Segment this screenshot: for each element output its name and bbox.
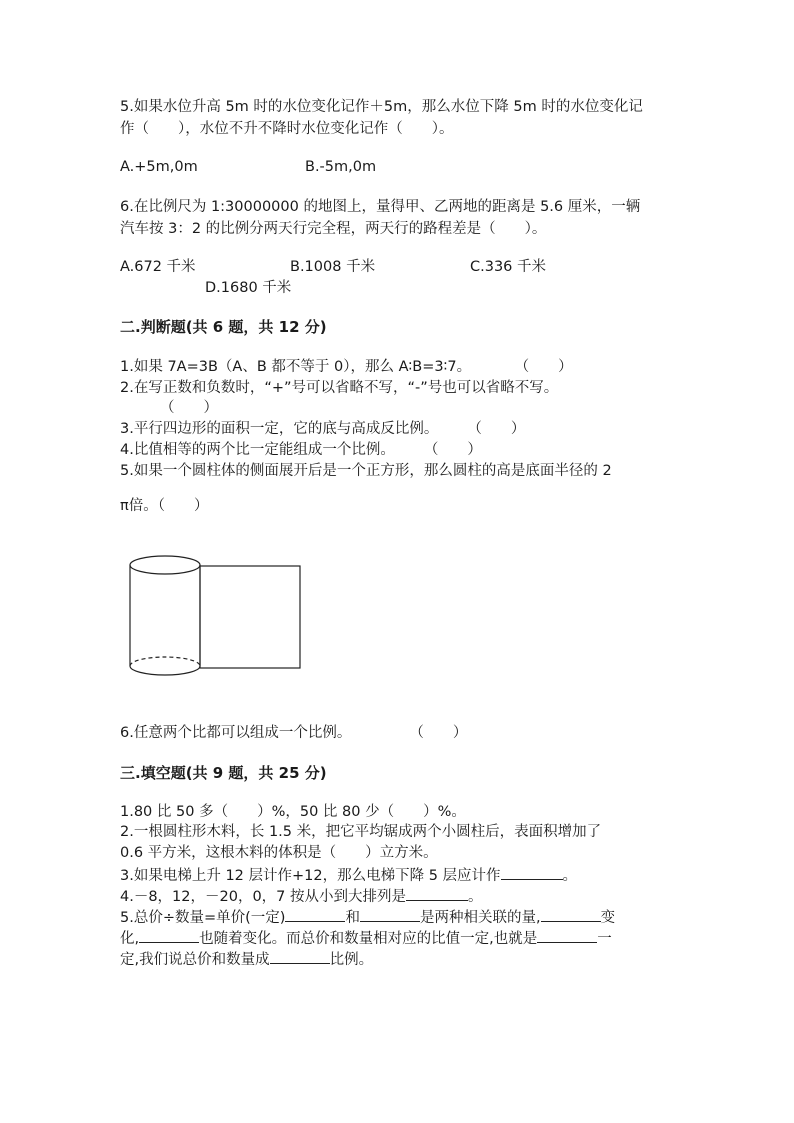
fill-q3-text: 3.如果电梯上升 12 层计作+12，那么电梯下降 5 层应计作 bbox=[120, 868, 501, 884]
fill-q5-part-i: 比例。 bbox=[329, 952, 374, 968]
q5-option-b: B.-5m,0m bbox=[305, 159, 377, 175]
fill-q5-line2 bbox=[120, 928, 612, 948]
judge-q2-line2: （ ） bbox=[160, 400, 218, 416]
judge-q1: 1.如果 7A=3B（A、B 都不等于 0），那么 A∶B=3∶7。 （ ） bbox=[120, 359, 573, 375]
fill-q3-end: 。 bbox=[562, 868, 578, 884]
fill-q5-part-e: 化, bbox=[120, 931, 140, 947]
fill-q5-blank3[interactable] bbox=[541, 907, 601, 922]
fill-q5-part-b: 和 bbox=[345, 910, 360, 926]
q5-line2: 作（ ），水位不升不降时水位变化记作（ ）。 bbox=[120, 121, 454, 137]
cylinder-net-figure bbox=[125, 553, 305, 679]
judge-q5-line1: 5.如果一个圆柱体的侧面展开后是一个正方形，那么圆柱的高是底面半径的 2 bbox=[120, 463, 612, 479]
judge-q4: 4.比值相等的两个比一定能组成一个比例。 （ ） bbox=[120, 442, 482, 458]
fill-q5-line3 bbox=[120, 949, 373, 969]
q6-line1: 6.在比例尺为 1:30000000 的地图上，量得甲、乙两地的距离是 5.6 厘米，一辆 bbox=[120, 199, 641, 215]
judge-q6: 6.任意两个比都可以组成一个比例。 （ ） bbox=[120, 725, 468, 741]
q5-line1: 5.如果水位升高 5m 时的水位变化记作＋5m，那么水位下降 5m 时的水位变化记 bbox=[120, 99, 643, 115]
q6-option-c: C.336 千米 bbox=[470, 259, 547, 275]
fill-q5-part-d: 变 bbox=[600, 910, 616, 926]
q6-option-b: B.1008 千米 bbox=[290, 259, 376, 275]
fill-q1: 1.80 比 50 多（ ）%，50 比 80 少（ ）%。 bbox=[120, 804, 466, 820]
fill-q2-line1: 2.一根圆柱形木料，长 1.5 米，把它平均锯成两个小圆柱后，表面积增加了 bbox=[120, 824, 602, 840]
judge-q3: 3.平行四边形的面积一定，它的底与高成反比例。 （ ） bbox=[120, 421, 526, 437]
cylinder-bottom-front-arc bbox=[130, 666, 200, 675]
q6-option-a: A.672 千米 bbox=[120, 259, 196, 275]
fill-q5-blank4[interactable] bbox=[139, 928, 199, 943]
fill-q4-end: 。 bbox=[468, 889, 483, 905]
fill-q5-part-c: 是两种相关联的量, bbox=[419, 910, 541, 926]
fill-q2-line2: 0.6 平方米，这根木料的体积是（ ）立方米。 bbox=[120, 845, 438, 861]
fill-q5-blank2[interactable] bbox=[360, 907, 420, 922]
fill-q4-text: 4.－8，12，－20，0，7 按从小到大排列是 bbox=[120, 889, 407, 905]
fill-q3 bbox=[120, 865, 577, 885]
q6-line2: 汽车按 3：2 的比例分两天行完全程，两天行的路程差是（ ）。 bbox=[120, 221, 547, 237]
cylinder-top-ellipse bbox=[130, 556, 200, 574]
section2-title: 二.判断题(共 6 题，共 12 分) bbox=[120, 318, 327, 336]
fill-q5-blank5[interactable] bbox=[537, 928, 597, 943]
fill-q5-blank1[interactable] bbox=[285, 907, 345, 922]
q6-option-d: D.1680 千米 bbox=[205, 280, 292, 296]
fill-q3-blank[interactable] bbox=[501, 865, 563, 880]
q5-option-a: A.+5m,0m bbox=[120, 159, 198, 175]
judge-q2-line1: 2.在写正数和负数时，“+”号可以省略不写，“-”号也可以省略不写。 bbox=[120, 380, 559, 396]
fill-q5-part-f: 也随着变化。而总价和数量相对应的比值一定,也就是 bbox=[199, 931, 538, 947]
unrolled-square bbox=[200, 566, 300, 668]
fill-q5-line1 bbox=[120, 907, 615, 927]
fill-q5-blank6[interactable] bbox=[270, 949, 330, 964]
fill-q5-part-h: 定,我们说总价和数量成 bbox=[120, 952, 270, 968]
cylinder-bottom-back-arc bbox=[130, 657, 200, 666]
fill-q5-part-a: 5.总价÷数量=单价(一定) bbox=[120, 910, 286, 926]
section3-title: 三.填空题(共 9 题，共 25 分) bbox=[120, 764, 327, 782]
judge-q5-line2: π倍。（ ） bbox=[120, 498, 209, 514]
fill-q4-blank[interactable] bbox=[406, 886, 468, 901]
fill-q5-part-g: 一 bbox=[597, 931, 612, 947]
fill-q4 bbox=[120, 886, 483, 906]
